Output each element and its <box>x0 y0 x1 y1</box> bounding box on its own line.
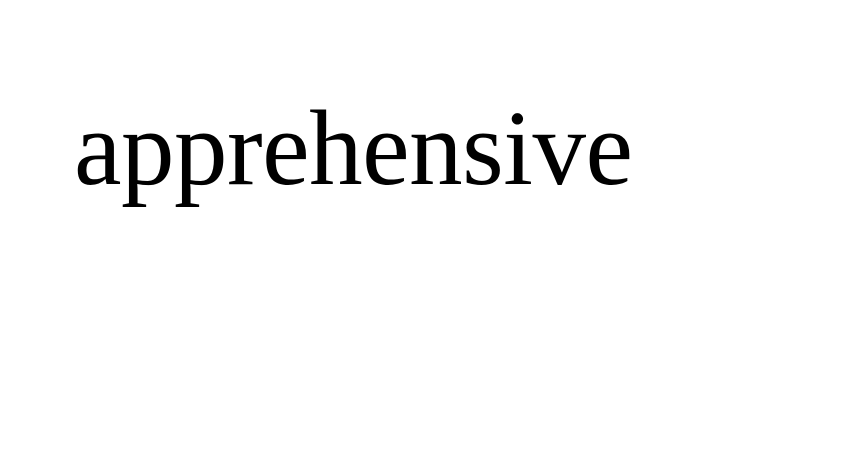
display-word: apprehensive <box>74 90 633 208</box>
